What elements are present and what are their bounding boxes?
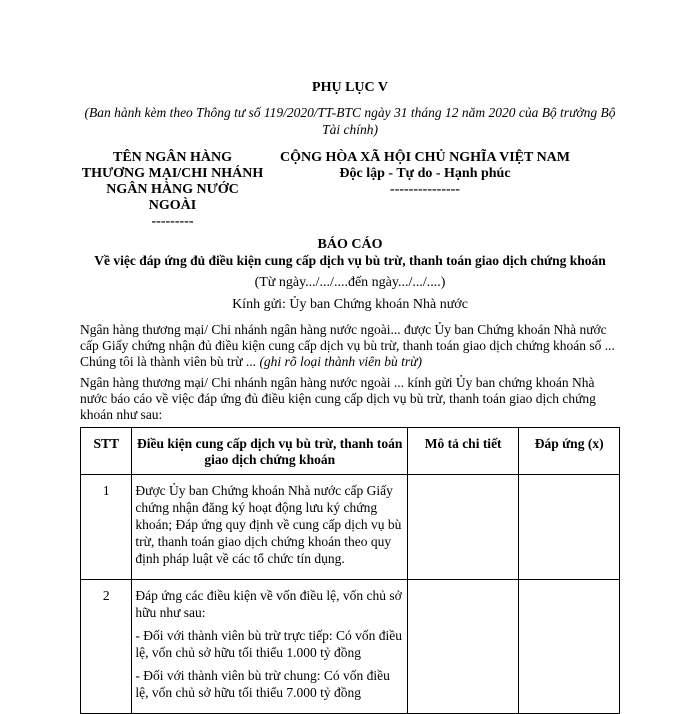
- bank-name-line: THƯƠNG MẠI/CHI NHÁNH: [81, 166, 264, 181]
- header-detail: Mô tả chi tiết: [407, 428, 518, 475]
- bank-name-line: NGÂN HÀNG NƯỚC: [106, 182, 239, 197]
- condition-text: Đáp ứng các điều kiện về vốn điều lệ, vốn chủ sở hữu như sau:: [135, 588, 402, 620]
- condition-text: - Đối với thành viên bù trừ trực tiếp: Có vốn điều lệ, vốn chủ sở hữu tối thiểu 1.000 tỷ đồng: [135, 628, 403, 660]
- condition-text: Được Ủy ban Chứng khoán Nhà nước cấp Giấy chứng nhận đăng ký hoạt động lưu ký chứng khoán; Đáp ứng quy định về cung cấp dịch vụ bù trừ, thanh toán giao dịch chứng khoán theo quy định pháp luật về các tổ chức tín dụng.: [135, 483, 402, 566]
- conditions-table: [80, 427, 620, 714]
- condition-cell: [132, 580, 408, 714]
- met-cell[interactable]: [519, 475, 620, 580]
- condition-cell: [132, 475, 408, 580]
- appendix-note: (Ban hành kèm theo Thông tư số 119/2020/TT-BTC ngày 31 tháng 12 năm 2020 của Bộ trưởng Bộ Tài chính): [84, 105, 616, 137]
- bank-name-header: [70, 150, 275, 230]
- row-number: 2: [81, 580, 132, 714]
- nation-name: CỘNG HÒA XÃ HỘI CHỦ NGHĨA VIỆT NAM: [279, 150, 570, 165]
- bank-name-line: TÊN NGÂN HÀNG: [112, 150, 232, 165]
- met-cell[interactable]: [519, 580, 620, 714]
- detail-cell[interactable]: [407, 580, 518, 714]
- intro-text: Ngân hàng thương mại/ Chi nhánh ngân hàng nước ngoài... được Ủy ban Chứng khoán Nhà nước cấp Giấy chứng nhận đủ điều kiện cung cấp dịch vụ bù trừ, thanh toán giao dịch chứng khoán số ... Chúng tôi là thành viên bù trừ ...: [80, 322, 615, 369]
- header-met: Đáp ứng (x): [519, 428, 620, 475]
- intro-paragraph: [80, 322, 620, 370]
- table-header-row: [81, 428, 620, 475]
- header-condition: Điều kiện cung cấp dịch vụ bù trừ, thanh toán giao dịch chứng khoán: [132, 428, 408, 475]
- report-period: (Từ ngày.../.../....đến ngày.../.../....): [254, 275, 446, 290]
- detail-cell[interactable]: [407, 475, 518, 580]
- row-number: 1: [81, 475, 132, 580]
- separator-dash: ---------: [151, 214, 194, 229]
- report-title: BÁO CÁO: [317, 237, 383, 252]
- header-stt: STT: [81, 428, 132, 475]
- report-paragraph: Ngân hàng thương mại/ Chi nhánh ngân hàng nước ngoài ... kính gửi Ủy ban chứng khoán Nhà nước báo cáo về việc đáp ứng đủ điều kiện cung cấp dịch vụ bù trừ, thanh toán giao dịch chứng khoán như sau:: [80, 375, 596, 422]
- national-motto: Độc lập - Tự do - Hạnh phúc: [339, 166, 511, 181]
- table-row: [81, 475, 620, 580]
- separator-dash: ---------------: [390, 182, 460, 197]
- bank-name-line: NGOÀI: [148, 198, 197, 213]
- condition-text: - Đối với thành viên bù trừ chung: Có vốn điều lệ, vốn chủ sở hữu tối thiểu 7.000 tỷ đồng: [135, 668, 390, 700]
- table-row: [81, 580, 620, 714]
- report-subject: Về việc đáp ứng đủ điều kiện cung cấp dịch vụ bù trừ, thanh toán giao dịch chứng khoán: [94, 253, 606, 268]
- intro-note: (ghi rõ loại thành viên bù trừ): [259, 354, 423, 369]
- national-header: [270, 150, 580, 198]
- addressee: Kính gửi: Ủy ban Chứng khoán Nhà nước: [232, 297, 468, 312]
- appendix-title: PHỤ LỤC V: [312, 80, 388, 95]
